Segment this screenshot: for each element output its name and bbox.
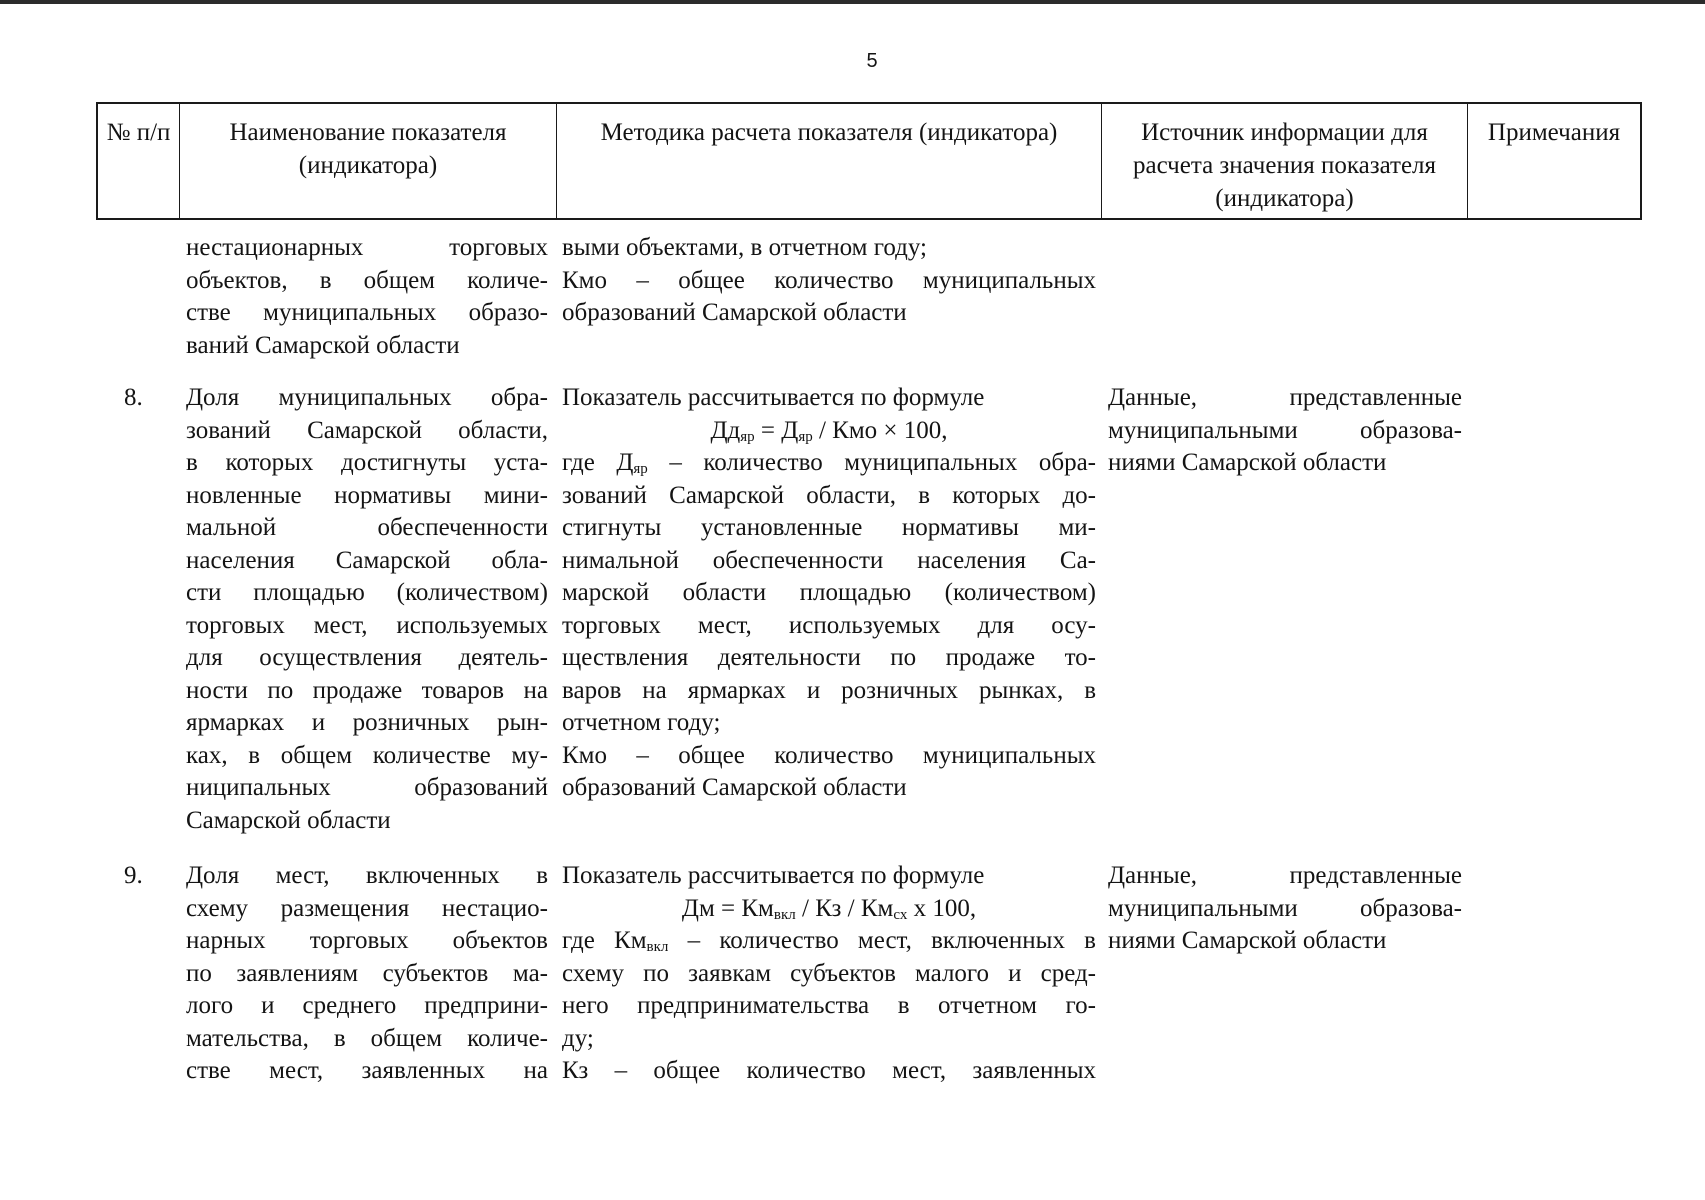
text-line: Самарской области (186, 806, 391, 834)
header-cell-notes: Примечания (1487, 119, 1621, 146)
text-line: сти площадью (количеством) (186, 579, 548, 606)
text-line: по заявлениям субъектов ма- (186, 959, 548, 987)
text-line: Кмо – общее количество муниципальных (562, 266, 1096, 294)
text-line: в которых достигнуты уста- (186, 449, 548, 476)
text-line: стигнуты установленные нормативы ми- (562, 514, 1096, 541)
text-line: стве муниципальных образо- (186, 299, 548, 326)
text-line: нарных торговых объектов (186, 927, 548, 954)
row-8-number: 8. (124, 384, 143, 411)
text-line: зований Самарской области, (186, 416, 548, 444)
text-line: образований Самарской области (562, 299, 907, 326)
text-line: ду; (562, 1024, 594, 1052)
text-line: Кмо – общее количество муниципальных (562, 741, 1096, 769)
table-header (96, 102, 1642, 220)
text-line: схему по заявкам субъектов малого и сред- (562, 959, 1096, 987)
text-line: муниципальными образова- (1108, 894, 1462, 922)
row-9-source-cell (1108, 860, 1462, 958)
text-line: ниципальных образований (186, 774, 548, 801)
text-line: ности по продаже товаров на (186, 676, 548, 704)
text-line: муниципальными образова- (1108, 416, 1462, 444)
text-line: ярмарках и розничных рын- (186, 709, 548, 736)
text-line: лого и среднего предприни- (186, 992, 548, 1019)
text-line: новленные нормативы мини- (186, 481, 548, 509)
row-9-number: 9. (124, 862, 143, 889)
header-cell-number: № п/п (98, 104, 180, 218)
row-8-source-cell (1108, 382, 1462, 480)
text-line: него предпринимательства в отчетном го- (562, 992, 1096, 1019)
text-line: схему размещения нестацио- (186, 894, 548, 922)
text-line: населения Самарской обла- (186, 546, 548, 574)
text-line: мательства, в общем количе- (186, 1024, 548, 1052)
text-line: марской области площадью (количеством) (562, 579, 1096, 606)
formula: Дм = $Км_{вкл}$ / Кз / $Км_{сх}$ х 100, (681, 894, 977, 923)
header-cell-source: Источник информации для расчета значения показателя (индикатора) (1102, 104, 1468, 218)
method-intro: Показатель рассчитывается по формуле (562, 862, 985, 889)
text-line: ваний Самарской области (186, 331, 460, 359)
text-line: Кз – общее количество мест, заявленных (562, 1057, 1096, 1084)
text-line: образований Самарской области (562, 774, 907, 801)
text-line: Данные, представленные (1108, 862, 1462, 889)
text-line: торговых мест, используемых (186, 611, 548, 639)
text-line: варов на ярмарках и розничных рынках, в (562, 676, 1096, 704)
text-line: ках, в общем количестве му- (186, 741, 548, 769)
continuation-name-cell (186, 232, 548, 362)
text-line: зований Самарской области, в которых до- (562, 481, 1096, 509)
row-8-name-cell (186, 382, 548, 837)
header-cell-method: Методика расчета показателя (индикатора) (557, 104, 1102, 218)
text-line: ниями Самарской области (1108, 449, 1387, 476)
method-intro: Показатель рассчитывается по формуле (562, 384, 985, 411)
page-top-border (0, 0, 1705, 4)
text-line: где $Км_{вкл}$ – количество мест, включенных в (562, 927, 1096, 955)
text-line: Доля муниципальных обра- (186, 384, 548, 411)
continuation-method-cell (562, 232, 1096, 330)
text-line: нимальной обеспеченности населения Са- (562, 546, 1096, 574)
text-line: объектов, в общем количе- (186, 266, 548, 294)
formula: $Дд_{яр} = Д_{яр}$ / Кмо × 100, (710, 416, 948, 445)
page-number: 5 (866, 50, 878, 72)
text-line: ниями Самарской области (1108, 927, 1387, 954)
text-line: отчетном году; (562, 709, 721, 736)
header-cell-indicator-name: Наименование показателя (индикатора) (180, 104, 557, 218)
text-line: ществления деятельности по продаже то- (562, 644, 1096, 671)
text-line: торговых мест, используемых для осу- (562, 611, 1096, 639)
text-line: выми объектами, в отчетном году; (562, 234, 927, 261)
row-9-name-cell (186, 860, 548, 1088)
text-line: мальной обеспеченности (186, 514, 548, 541)
text-line: Данные, представленные (1108, 384, 1462, 411)
text-line: стве мест, заявленных на (186, 1057, 548, 1084)
text-line: нестационарных торговых (186, 234, 548, 261)
text-line: для осуществления деятель- (186, 644, 548, 671)
row-8-method-cell (562, 382, 1096, 805)
row-9-method-cell (562, 860, 1096, 1088)
text-line: Доля мест, включенных в (186, 862, 548, 889)
text-line: где $Д_{яр}$ – количество муниципальных обра- (562, 449, 1096, 477)
